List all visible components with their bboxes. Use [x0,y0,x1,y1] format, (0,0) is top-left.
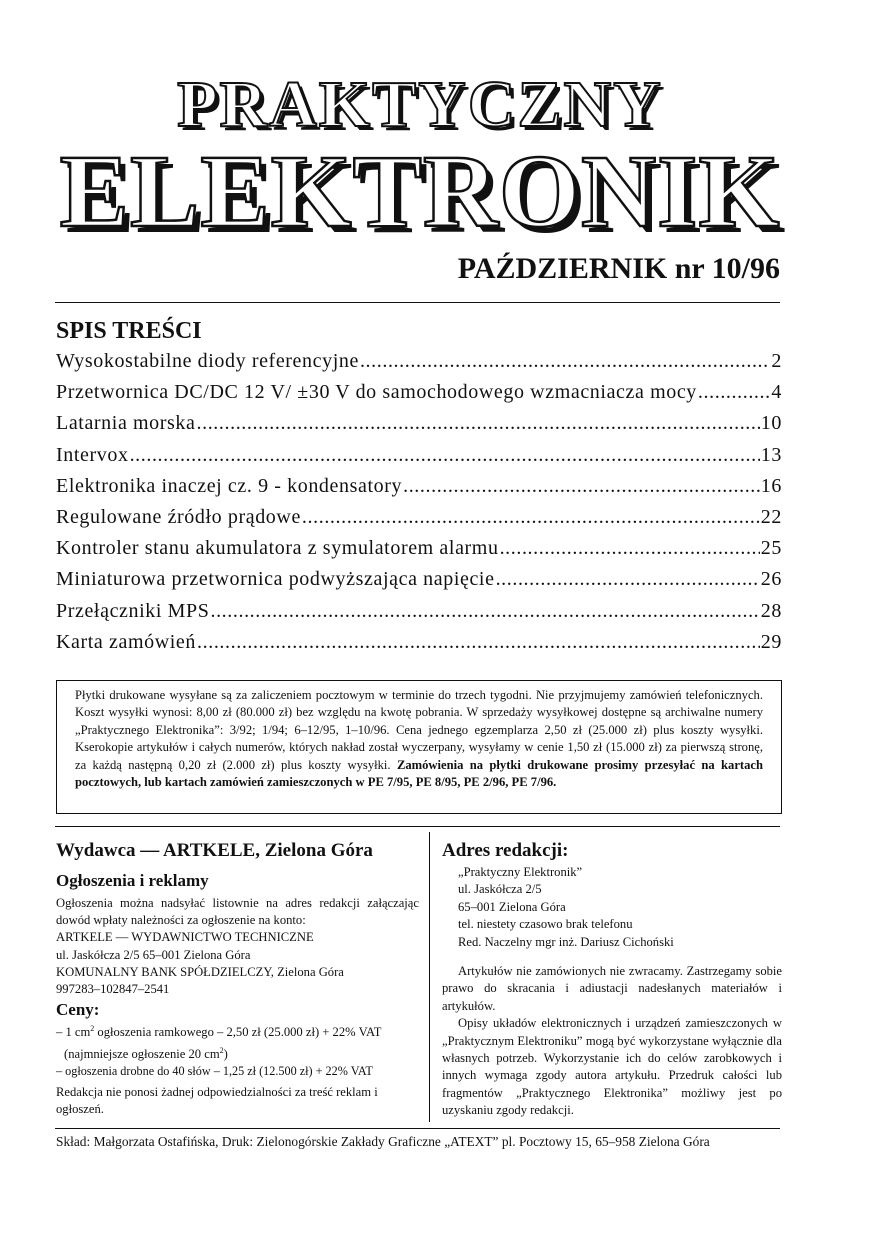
address-column [442,840,782,1120]
footer-credits: Skład: Małgorzata Ostafińska, Druk: Zielonogórskie Zakłady Graficzne „ATEXT” pl. Pocztowy 15, 65–958 Zielona Góra [56,1134,710,1149]
address-line: 65–001 Zielona Góra [458,899,566,914]
toc-item-page: 2 [771,350,782,372]
price-frame-ads [56,1020,419,1041]
toc-item[interactable] [56,537,782,568]
toc-item-page: 25 [760,537,782,560]
address-line: ul. Jaskółcza 2/5 [458,882,542,897]
copyright-paragraph: Opisy układów elektronicznych i urządzeń zamieszczonych w „Praktycznym Elektroniku” mogą być wykorzystane wyłącznie dla własnych potrzeb. Wykorzystanie ich do celów zarobkowych i innych wymaga zgody autora artykułu. Przedruk całości lub fragmentów „Praktycznego Elektronika” możliwy jest po uzyskaniu zgody redakcji. [442,1016,782,1118]
address-line: tel. niestety czasowo brak telefonu [458,917,633,932]
toc-item-title: Latarnia morska [56,412,196,435]
disclaimer: Redakcja nie ponosi żadnej odpowiedzialności za treść reklam i ogłoszeń. [56,1085,378,1117]
toc-leader [210,600,759,623]
toc-item-title: Wysokostabilne diody referencyjne [56,350,359,372]
notice-box [56,680,782,814]
toc-item[interactable] [56,444,782,475]
toc-item-title: Karta zamówień [56,630,197,653]
price-sup: 2 [90,1024,95,1034]
account-line: 997283–102847–2541 [56,982,170,997]
toc-item[interactable] [56,600,782,631]
toc-item-page: 4 [771,381,782,404]
toc-item[interactable] [56,381,782,412]
toc-item-page: 13 [760,443,782,466]
toc-leader [130,444,760,467]
toc-leader [197,631,760,654]
column-divider [429,832,430,1122]
footer-divider [55,1128,780,1129]
toc-item-title: Przetwornica DC/DC 12 V/ ±30 V do samochodowego wzmacniacza mocy [56,381,697,404]
ads-text: Ogłoszenia można nadsyłać listownie na adres redakcji załączając dowód wpłaty należności za ogłoszenie na konto: [56,896,419,928]
toc-item-title: Kontroler stanu akumulatora z symulatorem alarmu [56,537,499,560]
ads-heading: Ogłoszenia i reklamy [56,871,209,890]
toc-item[interactable] [56,506,782,537]
toc-item[interactable] [56,412,782,443]
toc-item-page: 29 [760,630,782,653]
section-divider [55,826,780,827]
toc-leader [698,381,770,404]
price-text: – 1 cm [56,1025,91,1040]
price-text: (najmniejsze ogłoszenie 20 cm [64,1046,220,1061]
account-line: KOMUNALNY BANK SPÓŁDZIELCZY, Zielona Góra [56,964,344,979]
address-line: „Praktyczny Elektronik” [458,865,583,879]
toc-item-page: 28 [760,599,782,622]
toc-leader [403,475,760,498]
toc-item[interactable] [56,350,782,381]
returns-paragraph: Artykułów nie zamówionych nie zwracamy. Zastrzegamy sobie prawo do skracania i adiustacji nadesłanych materiałów i artykułów. [442,964,782,1013]
toc-leader [197,412,760,435]
account-line: ul. Jaskółcza 2/5 65–001 Zielona Góra [56,947,251,962]
price-sup: 2 [219,1045,224,1055]
price-text: ogłoszenia ramkowego – 2,50 zł (25.000 zł) + 22% VAT [94,1025,382,1040]
toc-item-title: Przełączniki MPS [56,599,210,622]
toc-item-title: Miniaturowa przetwornica podwyższająca napięcie [56,568,495,591]
masthead-top-logo: PRAKTYCZNY [177,68,663,141]
price-text: ) [223,1046,228,1061]
toc-item-page: 10 [760,412,782,435]
toc-item-title: Elektronika inaczej cz. 9 - kondensatory [56,474,403,497]
toc-leader [302,506,760,529]
account-line: ARTKELE — WYDAWNICTWO TECHNICZNE [56,930,314,945]
price-min-size [56,1042,419,1063]
publisher-column [56,840,419,1119]
toc-item[interactable] [56,568,782,599]
issue-label: PAŹDZIERNIK nr 10/96 [457,252,780,285]
toc-leader [496,568,760,591]
toc-item-page: 16 [760,474,782,497]
toc-item[interactable] [56,475,782,506]
toc-leader [360,350,770,373]
toc-item-page: 26 [760,568,782,591]
toc-item-title: Regulowane źródło prądowe [56,505,301,528]
top-divider [55,302,780,303]
table-of-contents [56,350,782,662]
toc-item-title: Intervox [56,443,129,466]
address-line: Red. Naczelny mgr inż. Dariusz Cichoński [458,934,674,949]
price-small-ads: – ogłoszenia drobne do 40 słów – 1,25 zł (12.500 zł) + 22% VAT [56,1064,373,1078]
toc-leader [500,537,760,560]
toc-item[interactable] [56,631,782,662]
address-block [458,864,782,951]
toc-item-page: 22 [760,505,782,528]
notice-bold-text: Zamówienia na płytki drukowane prosimy przesyłać na kartach pocztowych, lub kartach zamówień zamieszczonych w PE 7/95, PE 8/95, PE 2/96, PE 7/96. [75,757,763,790]
toc-title: SPIS TREŚCI [56,318,202,344]
address-heading: Adres redakcji: [442,840,569,861]
publisher-heading: Wydawca — ARTKELE, Zielona Góra [56,840,373,861]
notice-text: Płytki drukowane wysyłane są za zaliczeniem pocztowym w terminie do trzech tygodni. Nie przyjmujemy zamówień telefonicznych. Koszt wysyłki wynosi: 8,00 zł (80.000 zł) bez względu na kwotę pobrania. W sprzedaży wysyłkowej dostępne są archiwalne numery „Praktycznego Elektronika”: 3/92; 1/94; 6–12/95, 1–10/96. Cena jednego egzemplarza 2,50 zł (25.000 zł) plus koszty wysyłki. Kserokopie artykułów i całych numerów, których nakład został wyczerpany, wysyłamy w cenie 1,50 zł (15.000 zł) za pierwszą stronę, za każdą następną 0,20 zł (2.000 zł) plus koszty wysyłki. [75,688,763,772]
prices-heading: Ceny: [56,1000,100,1020]
masthead-main-logo: ELEKTRONIK [59,134,781,249]
